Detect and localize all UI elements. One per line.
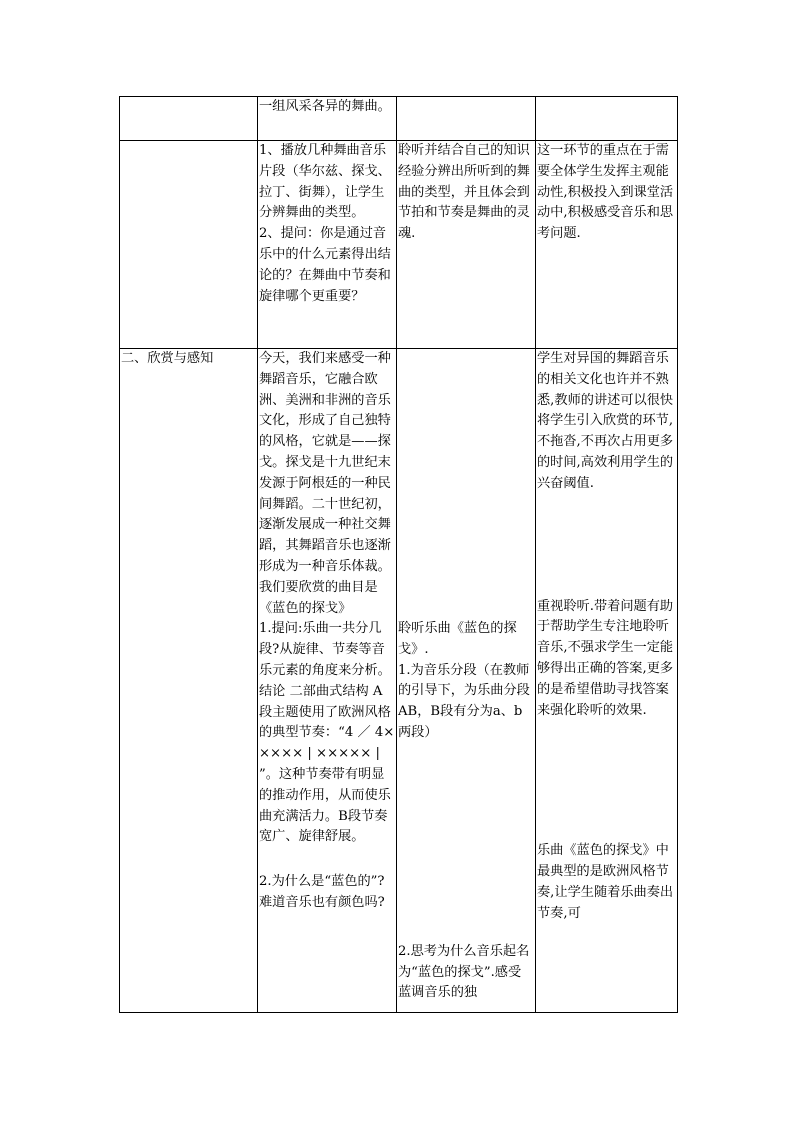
teacher-activity-cell [258,97,397,141]
student-text: 聆听并结合自己的知识经验分辨出所听到的舞曲的类型，并且体会到节拍和节奏是舞曲的灵魂. [398,143,530,242]
section-title: 二、欣赏与感知 [121,351,214,366]
design-intent-cell [536,97,678,141]
student-text: 聆听乐曲《蓝色的探戈》. [398,621,517,657]
intent-text: 学生对异国的舞蹈音乐的相关文化也许并不熟悉,教师的讲述可以很快将学生引入欣赏的环节,不拖沓,不再次占用更多的时间,高效利用学生的兴奋阈值. [537,351,674,491]
student-activity-cell [397,141,536,349]
teacher-text: 2、提问：你是通过音乐中的什么元素得出结论的？在舞曲中节奏和旋律哪个更重要？ [259,226,391,304]
section-cell [120,349,258,1013]
student-text: 2.思考为什么音乐起名为“蓝色的探戈”.感受蓝调音乐的独 [398,943,530,1001]
teacher-text: 一组风采各异的舞曲。 [259,99,391,114]
teacher-text: 我们要欣赏的曲目是《蓝色的探戈》 [259,579,378,616]
design-intent-cell [536,141,678,349]
student-activity-cell [397,97,536,141]
teacher-text: 今天，我们来感受一种舞蹈音乐，它融合欧洲、美洲和非洲的音乐文化，形成了自己独特的风格，它就是——探戈。探戈是十九世纪末发源于阿根廷的一种民间舞蹈。二十世纪初，逐渐发展成一种社交舞蹈，其舞蹈音乐也逐渐形成为一种音乐体裁。 [259,351,391,574]
student-activity-cell [397,349,536,1013]
table-row [120,97,678,141]
intent-text: 乐曲《蓝色的探戈》中最典型的是欧洲风格节奏,让学生随着乐曲奏出节奏,可 [537,843,674,921]
section-cell [120,141,258,349]
teacher-text: 1.提问:乐曲一共分几段?从旋律、节奏等音乐元素的角度来分析。 [259,621,391,678]
teacher-text: 1、播放几种舞曲音乐片段（华尔兹、探戈、拉丁、街舞），让学生分辨舞曲的类型。 [259,143,391,221]
teacher-text: 2.为什么是“蓝色的”?难道音乐也有颜色吗? [259,874,385,910]
table-row [120,349,678,1013]
lesson-plan-table [119,96,678,1013]
teacher-activity-cell [258,141,397,349]
intent-text: 这一环节的重点在于需要全体学生发挥主观能动性,积极投入到课堂活动中,积极感受音乐和思考问题. [537,143,674,242]
design-intent-cell [536,349,678,1013]
student-text: 1.为音乐分段（在教师的引导下，为乐曲分段AB，B段有分为a、b两段） [398,662,530,740]
teacher-text: 结论 二部曲式结构 A段主题使用了欧洲风格的典型节奏：“4 ／ 4××××× | ××××× | ”。这种节奏带有明显的推动作用，从而使乐曲充满活力。B段节奏宽广、旋律舒展。 [259,683,395,845]
section-cell [120,97,258,141]
intent-text: 重视聆听.带着问题有助于帮助学生专注地聆听音乐,不强求学生一定能够得出正确的答案,更多的是希望借助寻找答案来强化聆听的效果. [537,598,674,718]
table-row [120,141,678,349]
teacher-activity-cell [258,349,397,1013]
